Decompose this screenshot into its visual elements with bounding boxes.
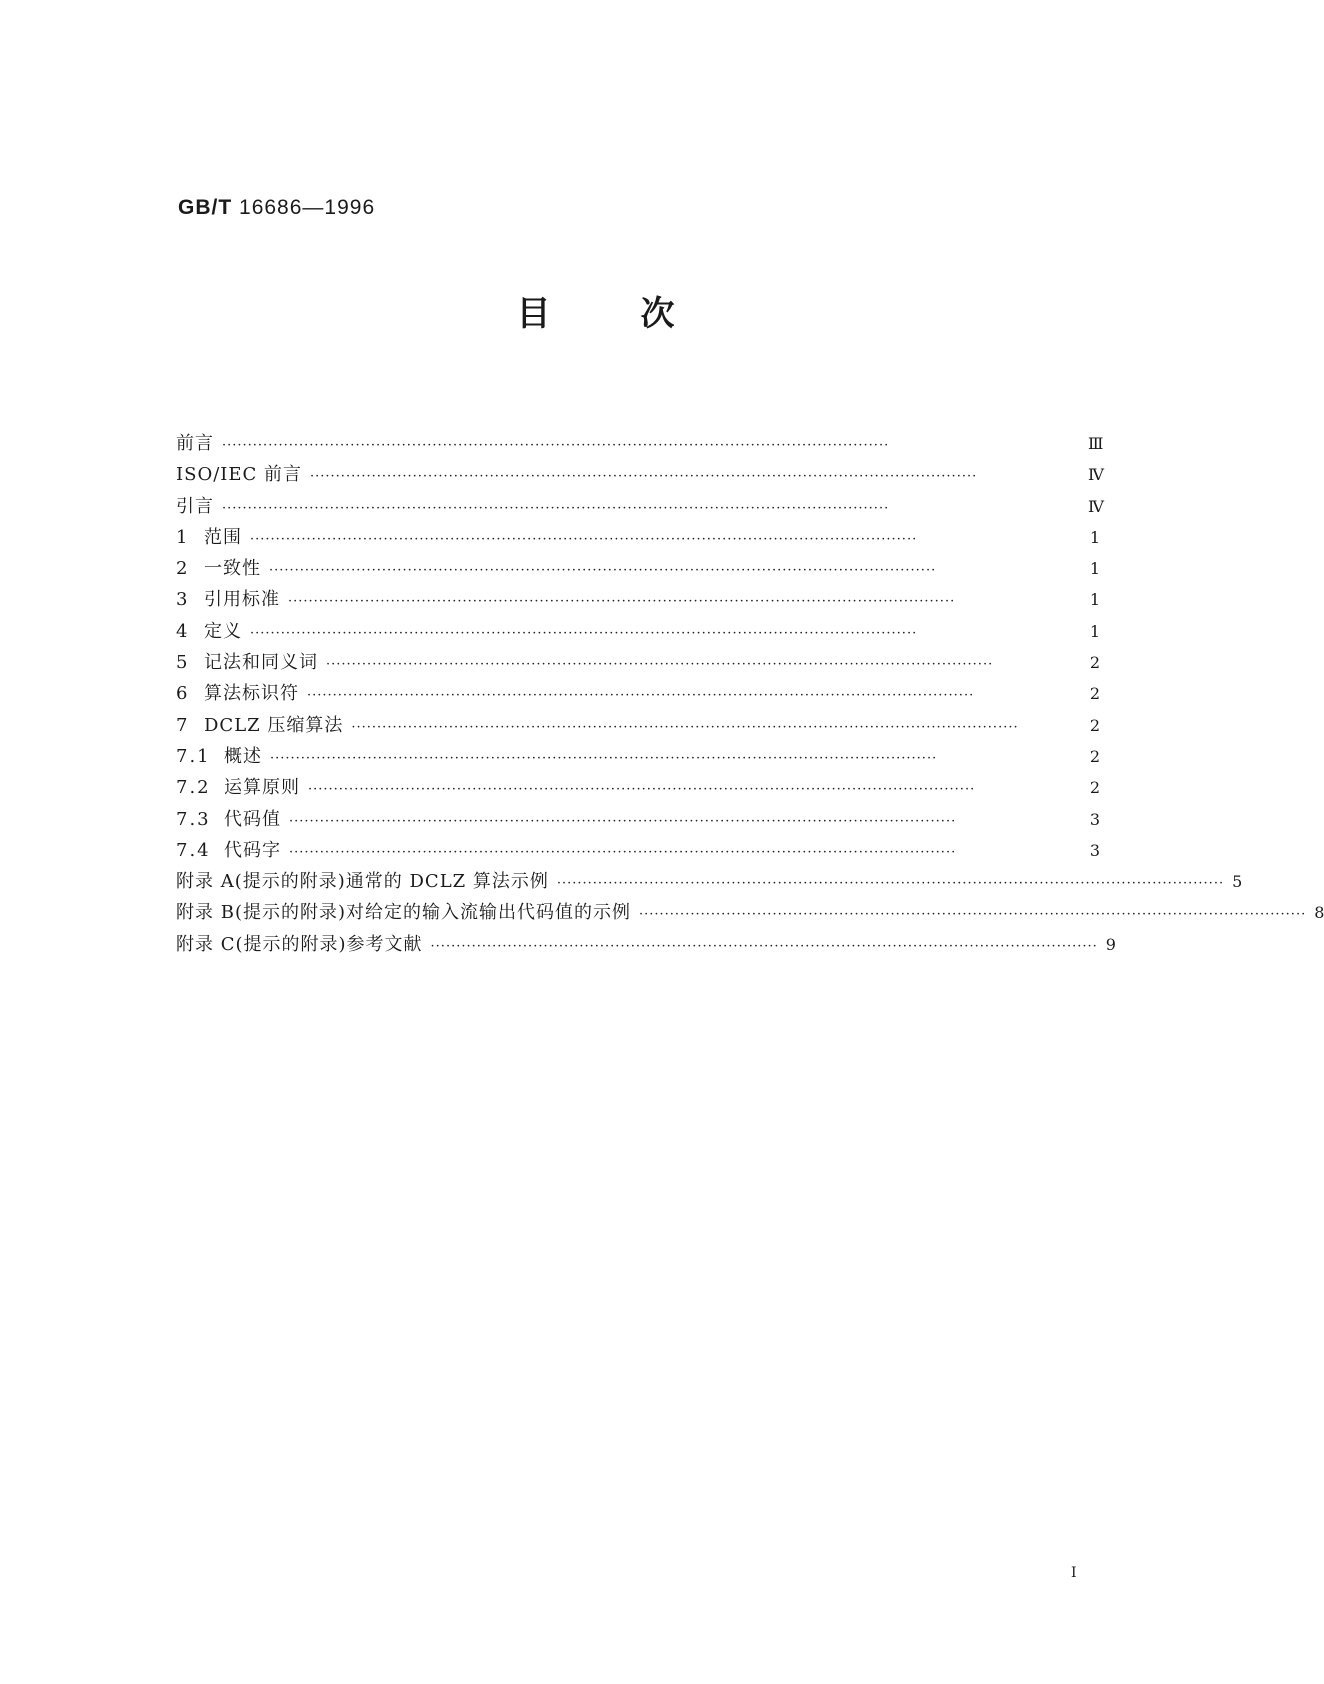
toc-leader: ·································································································································· [326,657,994,673]
toc-leader: ·································································································································· [270,750,938,766]
toc-leader: ·································································································································· [639,907,1307,923]
toc-leader: ·································································································································· [430,938,1098,954]
toc-entry-7-3[interactable] [176,804,1100,835]
toc-page: 2 [1089,684,1100,704]
toc-leader: ·································································································································· [289,844,957,860]
toc-page: 3 [1089,840,1100,860]
toc-number: 7.3 [176,808,211,830]
toc-number: 3 [176,589,188,611]
toc-entry-appendix-a[interactable] [176,866,1243,897]
toc-page: 3 [1089,809,1100,829]
toc-entry-7-2[interactable] [176,772,1100,803]
toc-entry-4[interactable] [176,616,1100,647]
toc-label: 运算原则 [224,777,300,799]
toc-page: 1 [1089,621,1100,641]
toc-leader: ·································································································································· [288,594,956,610]
toc-page: 1 [1089,527,1100,547]
document-header [178,196,375,220]
toc-number: 1 [176,526,188,548]
toc-leader: ·································································································································· [307,688,975,704]
toc-number: 4 [176,620,188,642]
toc-label: 前言 [176,433,214,454]
toc-leader: ·································································································································· [250,531,918,547]
toc-leader: ·································································································································· [556,876,1225,892]
toc-page: 1 [1089,590,1100,610]
toc-entry-7-4[interactable] [176,835,1100,866]
toc-number: 7.4 [176,839,211,861]
toc-page: 1 [1089,559,1100,579]
toc-label: 代码字 [224,839,281,861]
toc-entry-appendix-c[interactable] [176,929,1116,960]
toc-label: 引言 [176,495,214,517]
toc-label: 一致性 [204,558,261,580]
toc-leader: ·································································································································· [310,469,978,485]
toc-leader: ·································································································································· [250,625,918,641]
title-char-2: 次 [640,294,675,334]
toc-page: 5 [1232,872,1243,892]
toc-leader: ·································································································································· [289,813,957,829]
toc-entry-7[interactable] [176,710,1100,741]
toc-entry-7-1[interactable] [176,741,1100,772]
toc-page: 8 [1314,903,1324,923]
toc-label: 附录 B(提示的附录)对给定的输入流输出代码值的示例 [176,902,631,924]
toc-page: 2 [1089,715,1100,735]
toc-label: ISO/IEC 前言 [176,464,303,486]
toc-label: 引用标准 [204,589,280,611]
toc-leader: ·································································································································· [269,563,937,579]
toc-label: 记法和同义词 [204,652,318,674]
toc-page: Ⅳ [1088,465,1104,485]
table-of-contents [176,428,1324,960]
toc-number: 7.1 [176,745,211,767]
toc-entry-foreword[interactable] [176,428,1104,459]
toc-page: 2 [1089,653,1100,673]
toc-label: 代码值 [224,808,281,830]
toc-label: 概述 [224,745,262,767]
toc-entry-6[interactable] [176,678,1100,709]
toc-label: 附录 A(提示的附录)通常的 DCLZ 算法示例 [176,871,549,893]
toc-entry-2[interactable] [176,553,1100,584]
standard-prefix: GB/T [178,196,233,219]
toc-entry-iso-foreword[interactable] [176,459,1104,490]
page-title [0,286,1191,335]
toc-number: 7.2 [176,777,211,799]
toc-entry-5[interactable] [176,647,1100,678]
toc-label: 附录 C(提示的附录)参考文献 [176,933,423,955]
toc-page: 9 [1105,934,1116,954]
standard-number: 16686—1996 [239,196,376,219]
toc-leader: ·································································································································· [351,719,1019,735]
toc-page: Ⅳ [1088,496,1104,516]
toc-number: 2 [176,558,188,580]
toc-page: 2 [1089,746,1100,766]
toc-entry-1[interactable] [176,522,1100,553]
page-number: I [1071,1565,1077,1581]
toc-leader: ·································································································································· [308,782,976,798]
toc-leader: ·································································································································· [222,500,890,516]
toc-label: 定义 [204,620,242,642]
toc-entry-appendix-b[interactable] [176,897,1324,928]
toc-page: 2 [1089,778,1100,798]
title-char-1: 目 [516,294,551,334]
toc-entry-introduction[interactable] [176,491,1104,522]
toc-number: 6 [176,683,188,705]
toc-entry-3[interactable] [176,584,1100,615]
toc-page: Ⅲ [1088,434,1104,453]
toc-label: DCLZ 压缩算法 [204,714,344,736]
toc-number: 7 [176,714,188,736]
toc-leader: ·································································································································· [222,438,890,453]
toc-number: 5 [176,652,188,674]
toc-label: 范围 [204,526,242,548]
toc-label: 算法标识符 [204,683,299,705]
